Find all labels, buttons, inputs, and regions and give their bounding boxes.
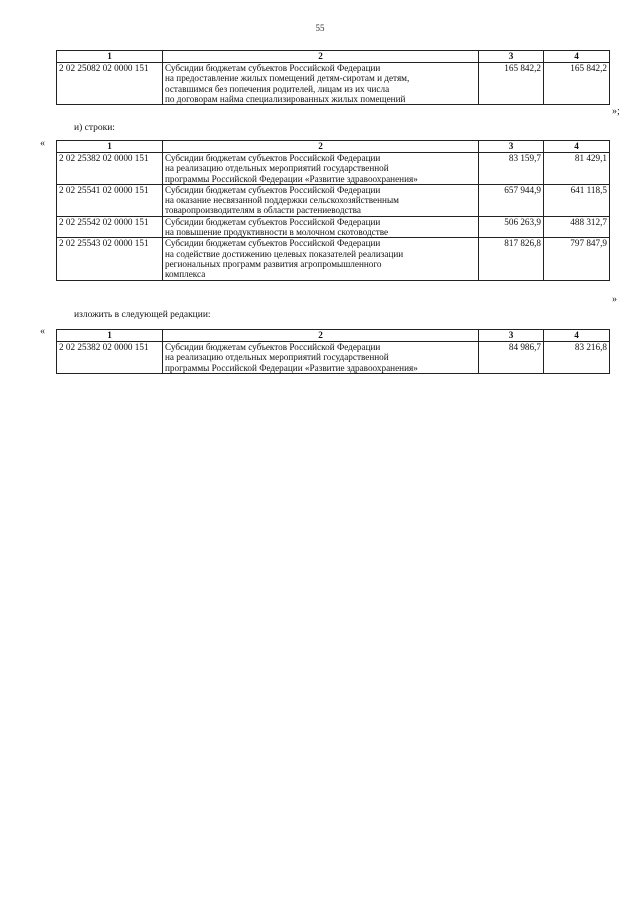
header-col-2: 2 <box>163 330 479 342</box>
header-row <box>57 330 610 342</box>
description-line: Субсидии бюджетам субъектов Российской Федерации <box>165 63 381 73</box>
row-value-col4: 83 216,8 <box>544 342 610 374</box>
description-line: программы Российской Федерации «Развитие здравоохранения» <box>165 173 418 184</box>
description-line: комплекса <box>165 269 206 280</box>
header-col-4: 4 <box>544 51 610 63</box>
description-line: программы Российской Федерации «Развитие здравоохранения» <box>165 362 418 373</box>
row-value-col3: 506 263,9 <box>479 216 544 238</box>
row-code: 2 02 25382 02 0000 151 <box>57 153 163 185</box>
opening-quote-3: « <box>40 326 45 337</box>
description-line: на содействие достижению целевых показателей реализации <box>165 248 404 259</box>
header-col-4: 4 <box>544 330 610 342</box>
section-new-label: изложить в следующей редакции: <box>74 310 211 320</box>
table-3 <box>56 329 610 374</box>
row-value-col4: 641 118,5 <box>544 184 610 216</box>
row-code: 2 02 25542 02 0000 151 <box>57 216 163 238</box>
description-line: Субсидии бюджетам субъектов Российской Федерации <box>165 153 381 163</box>
row-value-col3: 84 986,7 <box>479 342 544 374</box>
header-col-4: 4 <box>544 141 610 153</box>
table-2-block <box>56 140 609 281</box>
description-line: региональных программ развития агропромышленного <box>165 258 382 269</box>
table-1 <box>56 50 610 105</box>
opening-quote-2: « <box>40 138 45 149</box>
description-line: на оказание несвязанной поддержки сельскохозяйственным <box>165 195 399 206</box>
table-row <box>57 342 610 374</box>
description-line: Субсидии бюджетам субъектов Российской Федерации <box>165 238 381 249</box>
row-value-col3: 657 944,9 <box>479 184 544 216</box>
description-line: на реализацию отдельных мероприятий государственной <box>165 352 389 363</box>
table-1-block <box>56 50 609 105</box>
row-description <box>163 238 479 280</box>
row-value-col3: 165 842,2 <box>479 63 544 105</box>
row-value-col4: 165 842,2 <box>544 63 610 105</box>
description-line: на повышение продуктивности в молочном скотоводстве <box>165 227 389 238</box>
description-line: на предоставление жилых помещений детям-сиротам и детям, <box>165 73 410 84</box>
description-line: Субсидии бюджетам субъектов Российской Федерации <box>165 342 381 352</box>
description-line: товаропроизводителям в области растениеводства <box>165 205 361 216</box>
table-row <box>57 216 610 238</box>
row-value-col3: 817 826,8 <box>479 238 544 280</box>
row-description <box>163 342 479 374</box>
page-number: 55 <box>315 23 325 33</box>
header-col-1: 1 <box>57 330 163 342</box>
closing-quote-1: »; <box>612 106 620 117</box>
table-row <box>57 63 610 105</box>
table-3-block <box>56 329 609 374</box>
closing-quote-2: » <box>612 294 617 305</box>
header-row <box>57 141 610 153</box>
description-line: Субсидии бюджетам субъектов Российской Федерации <box>165 184 381 195</box>
row-value-col4: 797 847,9 <box>544 238 610 280</box>
description-line: Субсидии бюджетам субъектов Российской Федерации <box>165 216 381 227</box>
table-row <box>57 238 610 280</box>
row-description <box>163 184 479 216</box>
header-col-3: 3 <box>479 141 544 153</box>
header-col-1: 1 <box>57 141 163 153</box>
table-2 <box>56 140 610 281</box>
row-description <box>163 216 479 238</box>
row-description <box>163 153 479 185</box>
header-col-3: 3 <box>479 51 544 63</box>
table-row <box>57 153 610 185</box>
header-col-1: 1 <box>57 51 163 63</box>
row-value-col3: 83 159,7 <box>479 153 544 185</box>
header-row <box>57 51 610 63</box>
description-line: по договорам найма специализированных жилых помещений <box>165 93 406 104</box>
header-col-2: 2 <box>163 141 479 153</box>
row-value-col4: 81 429,1 <box>544 153 610 185</box>
row-description <box>163 63 479 105</box>
description-line: на реализацию отдельных мероприятий государственной <box>165 163 389 174</box>
row-code: 2 02 25543 02 0000 151 <box>57 238 163 280</box>
table-row <box>57 184 610 216</box>
header-col-3: 3 <box>479 330 544 342</box>
row-code: 2 02 25541 02 0000 151 <box>57 184 163 216</box>
row-code: 2 02 25382 02 0000 151 <box>57 342 163 374</box>
header-col-2: 2 <box>163 51 479 63</box>
row-value-col4: 488 312,7 <box>544 216 610 238</box>
description-line: оставшимся без попечения родителей, лицам из их числа <box>165 83 390 94</box>
section-i-label: и) строки: <box>74 123 115 133</box>
row-code: 2 02 25082 02 0000 151 <box>57 63 163 105</box>
